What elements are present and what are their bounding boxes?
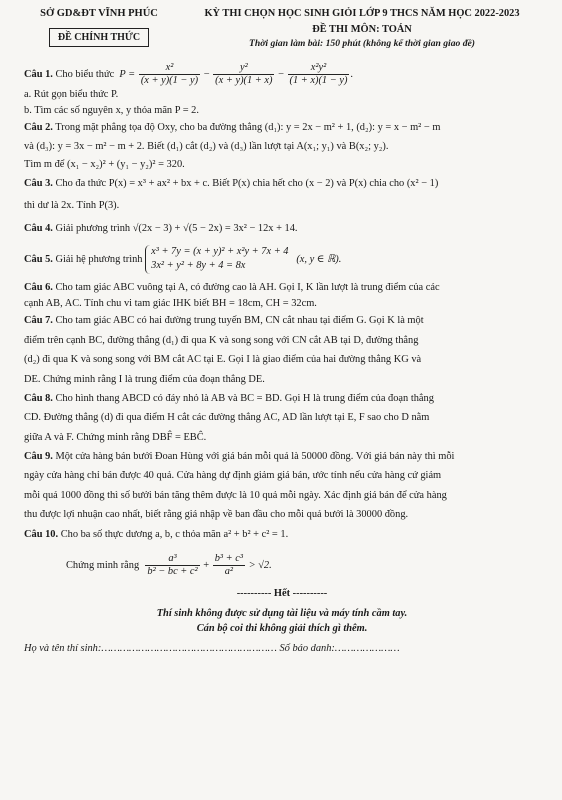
q1-fraction-1: [139, 62, 200, 87]
q5-equation-1: x³ + 7y = (x + y)² + x²y + 7x + 4: [151, 245, 289, 257]
q4-text: Giải phương trình √(2x − 3) + √(5 − 2x) = 3x² − 12x + 14.: [55, 223, 298, 235]
q3-line-1: [24, 176, 540, 192]
q5-equation-2: 3x² + y² + 8y + 4 = 8x: [151, 260, 246, 272]
q1-f3-num: x²y²: [288, 62, 350, 75]
exam-time-note: Thời gian làm bài: 150 phút (không kể thời gian giao đề): [249, 38, 475, 50]
exam-header: [24, 4, 540, 52]
q9-line-1: [24, 449, 540, 465]
q1-f3-den: (1 + x)(1 − y): [289, 74, 348, 86]
question-5: [24, 245, 540, 274]
question-10: [24, 527, 540, 578]
q5-equation-system: [145, 245, 288, 274]
question-7: [24, 313, 540, 387]
q10-tail: > √2.: [248, 559, 272, 571]
end-marker: ---------- Hết ----------: [236, 588, 328, 600]
q10-f2-den: a²: [224, 565, 234, 577]
q9-text-1: Một cửa hàng bán bưởi Đoan Hùng với giá bán mỗi quả là 50000 đồng. Với giá bán này thì mỗi: [55, 450, 455, 462]
q8-text-1: Cho hình thang ABCD có đáy nhỏ là AB và BC = BD. Gọi H là trung điểm của đoạn thẳng: [55, 392, 434, 404]
q9-label: Câu 9.: [24, 450, 53, 462]
question-4: [24, 221, 540, 237]
q9-line-2: ngày cửa hàng chỉ bán được 40 quả. Cửa hàng dự định giảm giá bán, ước tính nếu cửa hàng cứ giảm: [24, 470, 442, 482]
q7-text-1: Cho tam giác ABC có hai đường trung tuyến BM, CN cắt nhau tại điểm G. Gọi K là một: [55, 315, 424, 327]
q1-expression-line: Câu 1. Cho biểu thức P = $\frac{\text{x²}}{(x + y)(1 - y)}$ − $\frac{\text{y²}}{(x + y)(1 + x)}$ − $\frac{\text{x²y²}}{(1 + x)(1 - y)}$ .: [24, 61, 354, 86]
question-2: [24, 120, 540, 173]
q10-plus: +: [203, 559, 210, 571]
q8-line-2: CD. Đường thẳng (d) đi qua điểm H cắt các đường thẳng AC, AD lần lượt tại E, F sao cho D nằm: [24, 412, 430, 424]
q9-line-4: thu được lợi nhuận cao nhất, biết rằng giá nhập về ban đầu cho mỗi quả bưởi là 30000 đồng.: [24, 509, 409, 521]
q1-part-a: a. Rút gọn biểu thức P.: [24, 89, 119, 101]
q5-line: [24, 245, 540, 274]
q7-label: Câu 7.: [24, 315, 53, 327]
q8-line-3: giữa A và F. Chứng minh rằng DBF̂ = EBĈ.: [24, 431, 207, 443]
q3-text-1: Cho đa thức P(x) = x³ + ax² + bx + c. Biết P(x) chia hết cho (x − 2) và P(x) chia cho (x² − 1): [55, 178, 439, 190]
q8-line-1: [24, 391, 540, 407]
q10-inequality-line: [24, 553, 540, 578]
q2-text-1: Trong mặt phẳng tọa độ Oxy, cho ba đường thẳng (d₁): y = 2x − m² + 1, (d₂): y = x − m² − m: [55, 122, 441, 134]
q4-label: Câu 4.: [24, 223, 53, 235]
candidate-name-line: Họ và tên thí sinh:………………………………………………… Số báo danh:…………………: [24, 642, 400, 654]
question-1: [24, 62, 540, 119]
q3-line-2: thì dư là 2x. Tính P(3).: [24, 199, 120, 211]
q7-line-1: [24, 313, 540, 329]
q2-line-3: Tìm m để (x₁ − x₂)² + (y₁ − y₂)² = 320.: [24, 159, 185, 171]
q2-label: Câu 2.: [24, 122, 53, 134]
q10-fraction-2: [213, 553, 245, 578]
q1-fraction-2: [213, 62, 274, 87]
q1-fraction-3: [288, 62, 350, 87]
q2-line-2: và (d₃): y = 3x − m² − m + 2. Biết (d₁) cắt (d₂) và (d₃) lần lượt tại A(x₁; y₁) và B(x₂; y₂).: [24, 140, 389, 152]
header-left: [24, 4, 174, 47]
q7-line-4: DE. Chứng minh rằng I là trung điểm của đoạn thẳng DE.: [24, 374, 265, 386]
q6-line-2: cạnh AB, AC. Tính chu vi tam giác IHK biết BH = 18cm, CH = 32cm.: [24, 297, 317, 309]
q7-line-3: (d₂) đi qua K và song song với BM cắt AC tại E. Gọi I là giao điểm của hai đường thẳng KG và: [24, 354, 422, 366]
q10-f1-num: a³: [145, 553, 199, 566]
q4-line: [24, 221, 540, 237]
official-label: ĐỀ CHÍNH THỨC: [49, 28, 149, 47]
q10-label: Câu 10.: [24, 528, 59, 540]
q10-prove: Chứng minh rằng: [66, 559, 140, 571]
q6-label: Câu 6.: [24, 282, 53, 294]
q5-intro: Giải hệ phương trình: [55, 253, 143, 265]
question-6: [24, 280, 540, 311]
q1-lhs: P =: [119, 68, 136, 80]
q3-label: Câu 3.: [24, 178, 53, 190]
q7-line-2: điểm trên cạnh BC, đường thẳng (d₁) đi qua K và song song với CN cắt AB tại D, đường thẳng: [24, 334, 419, 346]
exam-footer: [24, 586, 540, 656]
exam-subject: ĐỀ THI MÔN: TOÁN: [312, 23, 412, 35]
q1-f2-num: y²: [213, 62, 274, 75]
exam-title: KỲ THI CHỌN HỌC SINH GIỎI LỚP 9 THCS NĂM HỌC 2022-2023: [204, 8, 520, 19]
q1-intro: Cho biểu thức: [55, 68, 115, 80]
q1-part-b: b. Tìm các số nguyên x, y thỏa mãn P = 2.: [24, 104, 199, 116]
q10-line-1: [24, 527, 540, 543]
q10-text-1: Cho ba số thực dương a, b, c thỏa mãn a² + b² + c² = 1.: [60, 528, 289, 540]
footer-note-1: Thí sinh không được sử dụng tài liệu và máy tính cầm tay.: [156, 607, 408, 619]
q8-label: Câu 8.: [24, 392, 53, 404]
q6-line-1: [24, 280, 540, 296]
q5-condition: (x, y ∈ ℝ).: [296, 253, 342, 265]
q9-line-3: mỗi quả 1000 đồng thì số bưởi bán tăng thêm được là 10 quả mỗi ngày. Xác định giá bán để cửa hàng: [24, 489, 447, 501]
q1-f1-den: (x + y)(1 − y): [140, 74, 199, 86]
q10-f1-den: b² − bc + c²: [147, 565, 198, 577]
q5-label: Câu 5.: [24, 253, 53, 265]
q1-f1-num: x²: [139, 62, 200, 75]
q6-text-1: Cho tam giác ABC vuông tại A, có đường cao là AH. Gọi I, K lần lượt là trung điểm của các: [55, 282, 440, 294]
q2-line-1: [24, 120, 540, 136]
header-right: [184, 4, 540, 52]
q1-label: Câu 1.: [24, 68, 53, 80]
question-8: [24, 391, 540, 446]
question-3: [24, 176, 540, 213]
footer-note-2: Cán bộ coi thi không giải thích gì thêm.: [196, 623, 368, 635]
q10-f2-num: b³ + c³: [214, 552, 243, 564]
question-9: [24, 449, 540, 523]
department-name: SỞ GD&ĐT VĨNH PHÚC: [40, 8, 158, 19]
q10-fraction-1: [145, 553, 199, 578]
q1-f2-den: (x + y)(1 + x): [215, 74, 273, 86]
